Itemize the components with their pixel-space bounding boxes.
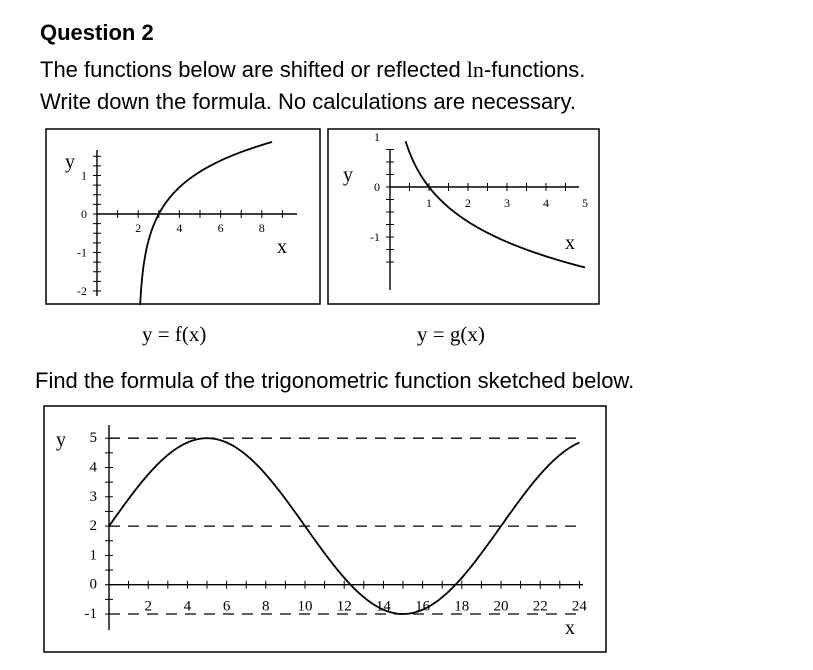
y-axis-label: y [56,429,66,451]
y-axis-label: y [343,164,353,186]
x-tick-label: 12 [336,598,352,615]
y-tick-label: 0 [374,180,380,194]
function-curve [139,142,272,305]
caption-f: y = f(x) [142,322,207,346]
x-tick-label: 10 [297,598,313,615]
graph-frame [328,129,599,304]
y-tick-label: 0 [81,207,87,221]
x-tick-label: 20 [493,598,509,615]
x-tick-label: 18 [454,598,470,615]
x-tick-label: 2 [135,221,142,235]
y-tick-label: 1 [81,168,87,183]
y-tick-label: -1 [370,230,380,244]
y-tick-label: 5 [89,430,97,447]
graph-frame [46,129,320,304]
y-tick-label: 3 [89,488,97,505]
x-tick-label: 24 [571,598,587,615]
x-tick-label: 6 [222,598,231,615]
x-tick-label: 22 [532,598,548,615]
x-tick-label: 16 [415,598,431,615]
x-tick-label: 1 [426,196,432,210]
x-axis-label: x [565,617,575,639]
question-line-1: The functions below are shifted or reflected ln-functions. [40,57,586,82]
question-line-3: Find the formula of the trigonometric function sketched below. [35,368,635,393]
graph-frame [44,406,606,652]
y-tick-label: 2 [89,518,97,535]
y-tick-label: 4 [89,459,97,476]
question-title: Question 2 [40,20,154,45]
x-tick-label: 8 [262,598,270,615]
x-axis-label: x [277,236,287,258]
x-tick-label: 4 [183,598,192,615]
graph-g [327,128,600,305]
graph-f [45,128,321,305]
x-axis-label: x [565,232,575,254]
y-axis-label: y [65,151,75,173]
question-line-2: Write down the formula. No calculations are necessary. [40,89,576,114]
y-tick-label: -2 [77,284,87,298]
x-tick-label: 2 [144,598,152,615]
y-tick-label: 1 [89,547,97,564]
caption-g: y = g(x) [417,322,485,346]
x-tick-label: 6 [217,221,224,235]
y-tick-label: -1 [77,245,87,260]
x-tick-label: 5 [582,196,588,210]
x-tick-label: 4 [176,221,183,235]
y-tick-label: -1 [84,606,97,622]
x-tick-label: 2 [465,196,471,210]
graph-trig [43,405,607,653]
x-tick-label: 4 [543,196,549,210]
y-tick-label: 0 [89,576,97,593]
function-curve [406,141,585,267]
y-tick-label: 1 [374,130,380,144]
x-tick-label: 14 [375,598,391,615]
x-tick-label: 3 [504,196,510,210]
x-tick-label: 8 [258,221,265,235]
